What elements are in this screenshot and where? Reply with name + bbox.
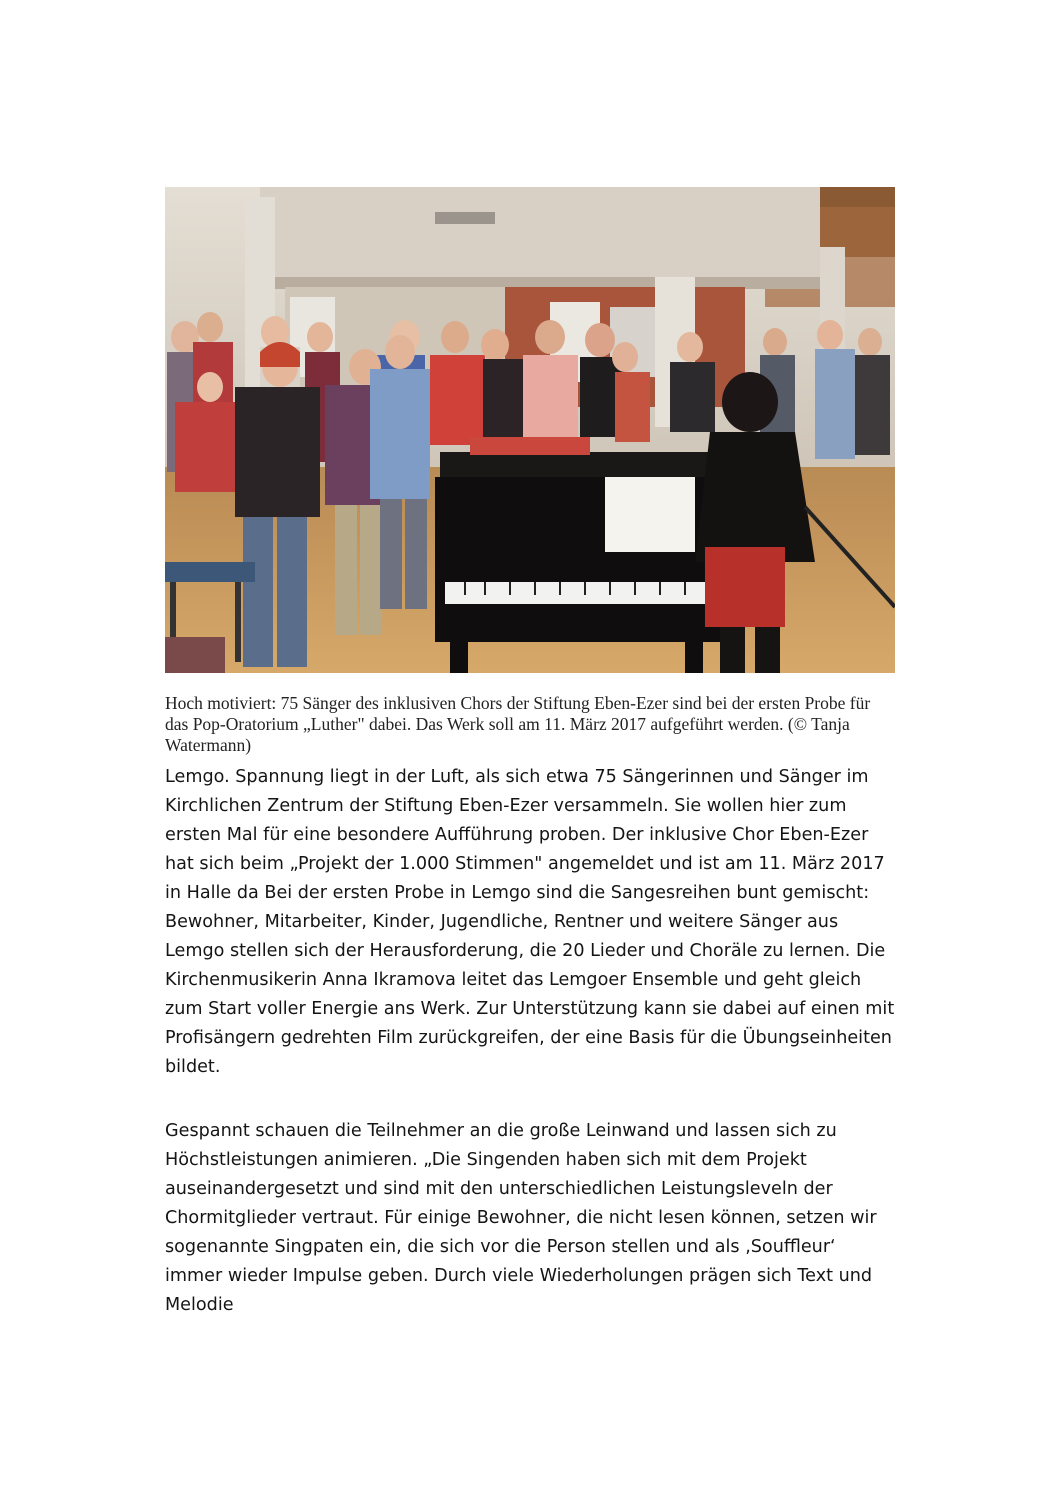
article-paragraph-1: Lemgo. Spannung liegt in der Luft, als sich etwa 75 Sängerinnen und Sänger im Kirchlichen Zentrum der Stiftung Eben-Ezer versammeln. Sie wollen hier zum ersten Mal für eine besondere Aufführung proben. Der inklusive Chor Eben-Ezer hat sich beim „Projekt der 1.000 Stimmen" angemeldet und ist am 11. März 2017 in Halle da Bei der ersten Probe in Lemgo sind die Sangesreihen bunt gemischt: Bewohner, Mitarbeiter, Kinder, Jugendliche, Rentner und weitere Sänger aus Lemgo stellen sich der Herausforderung, die 20 Lieder und Choräle zu lernen. Die Kirchenmusikerin Anna Ikramova leitet das Lemgoer Ensemble und geht gleich zum Start voller Energie ans Werk. Zur Unterstützung kann sie dabei auf einen mit Profisängern gedrehten Film zurückgreifen, der eine Basis für die Übungseinheiten bildet. — [165, 767, 895, 1077]
article-paragraph-2: Gespannt schauen die Teilnehmer an die große Leinwand und lassen sich zu Höchstleistungen animieren. „Die Singenden haben sich mit dem Projekt auseinandergesetzt und sind mit den unterschiedlichen Leistungsleveln der Chormitglieder vertraut. Für einige Bewohner, die nicht lesen können, setzen wir sogenannte Singpaten ein, die sich vor die Person stellen und als ‚Souffleur‘ immer wieder Impulse geben. Durch viele Wiederholungen prägen sich Text und Melodie — [165, 1121, 877, 1315]
choir-rehearsal-photo — [165, 187, 895, 673]
photo-caption: Hoch motiviert: 75 Sänger des inklusiven Chors der Stiftung Eben-Ezer sind bei der ersten Probe für das Pop-Oratorium „Luther" dabei. Das Werk soll am 11. März 2017 aufgeführt werden. (© Tanja Watermann) — [165, 693, 871, 755]
